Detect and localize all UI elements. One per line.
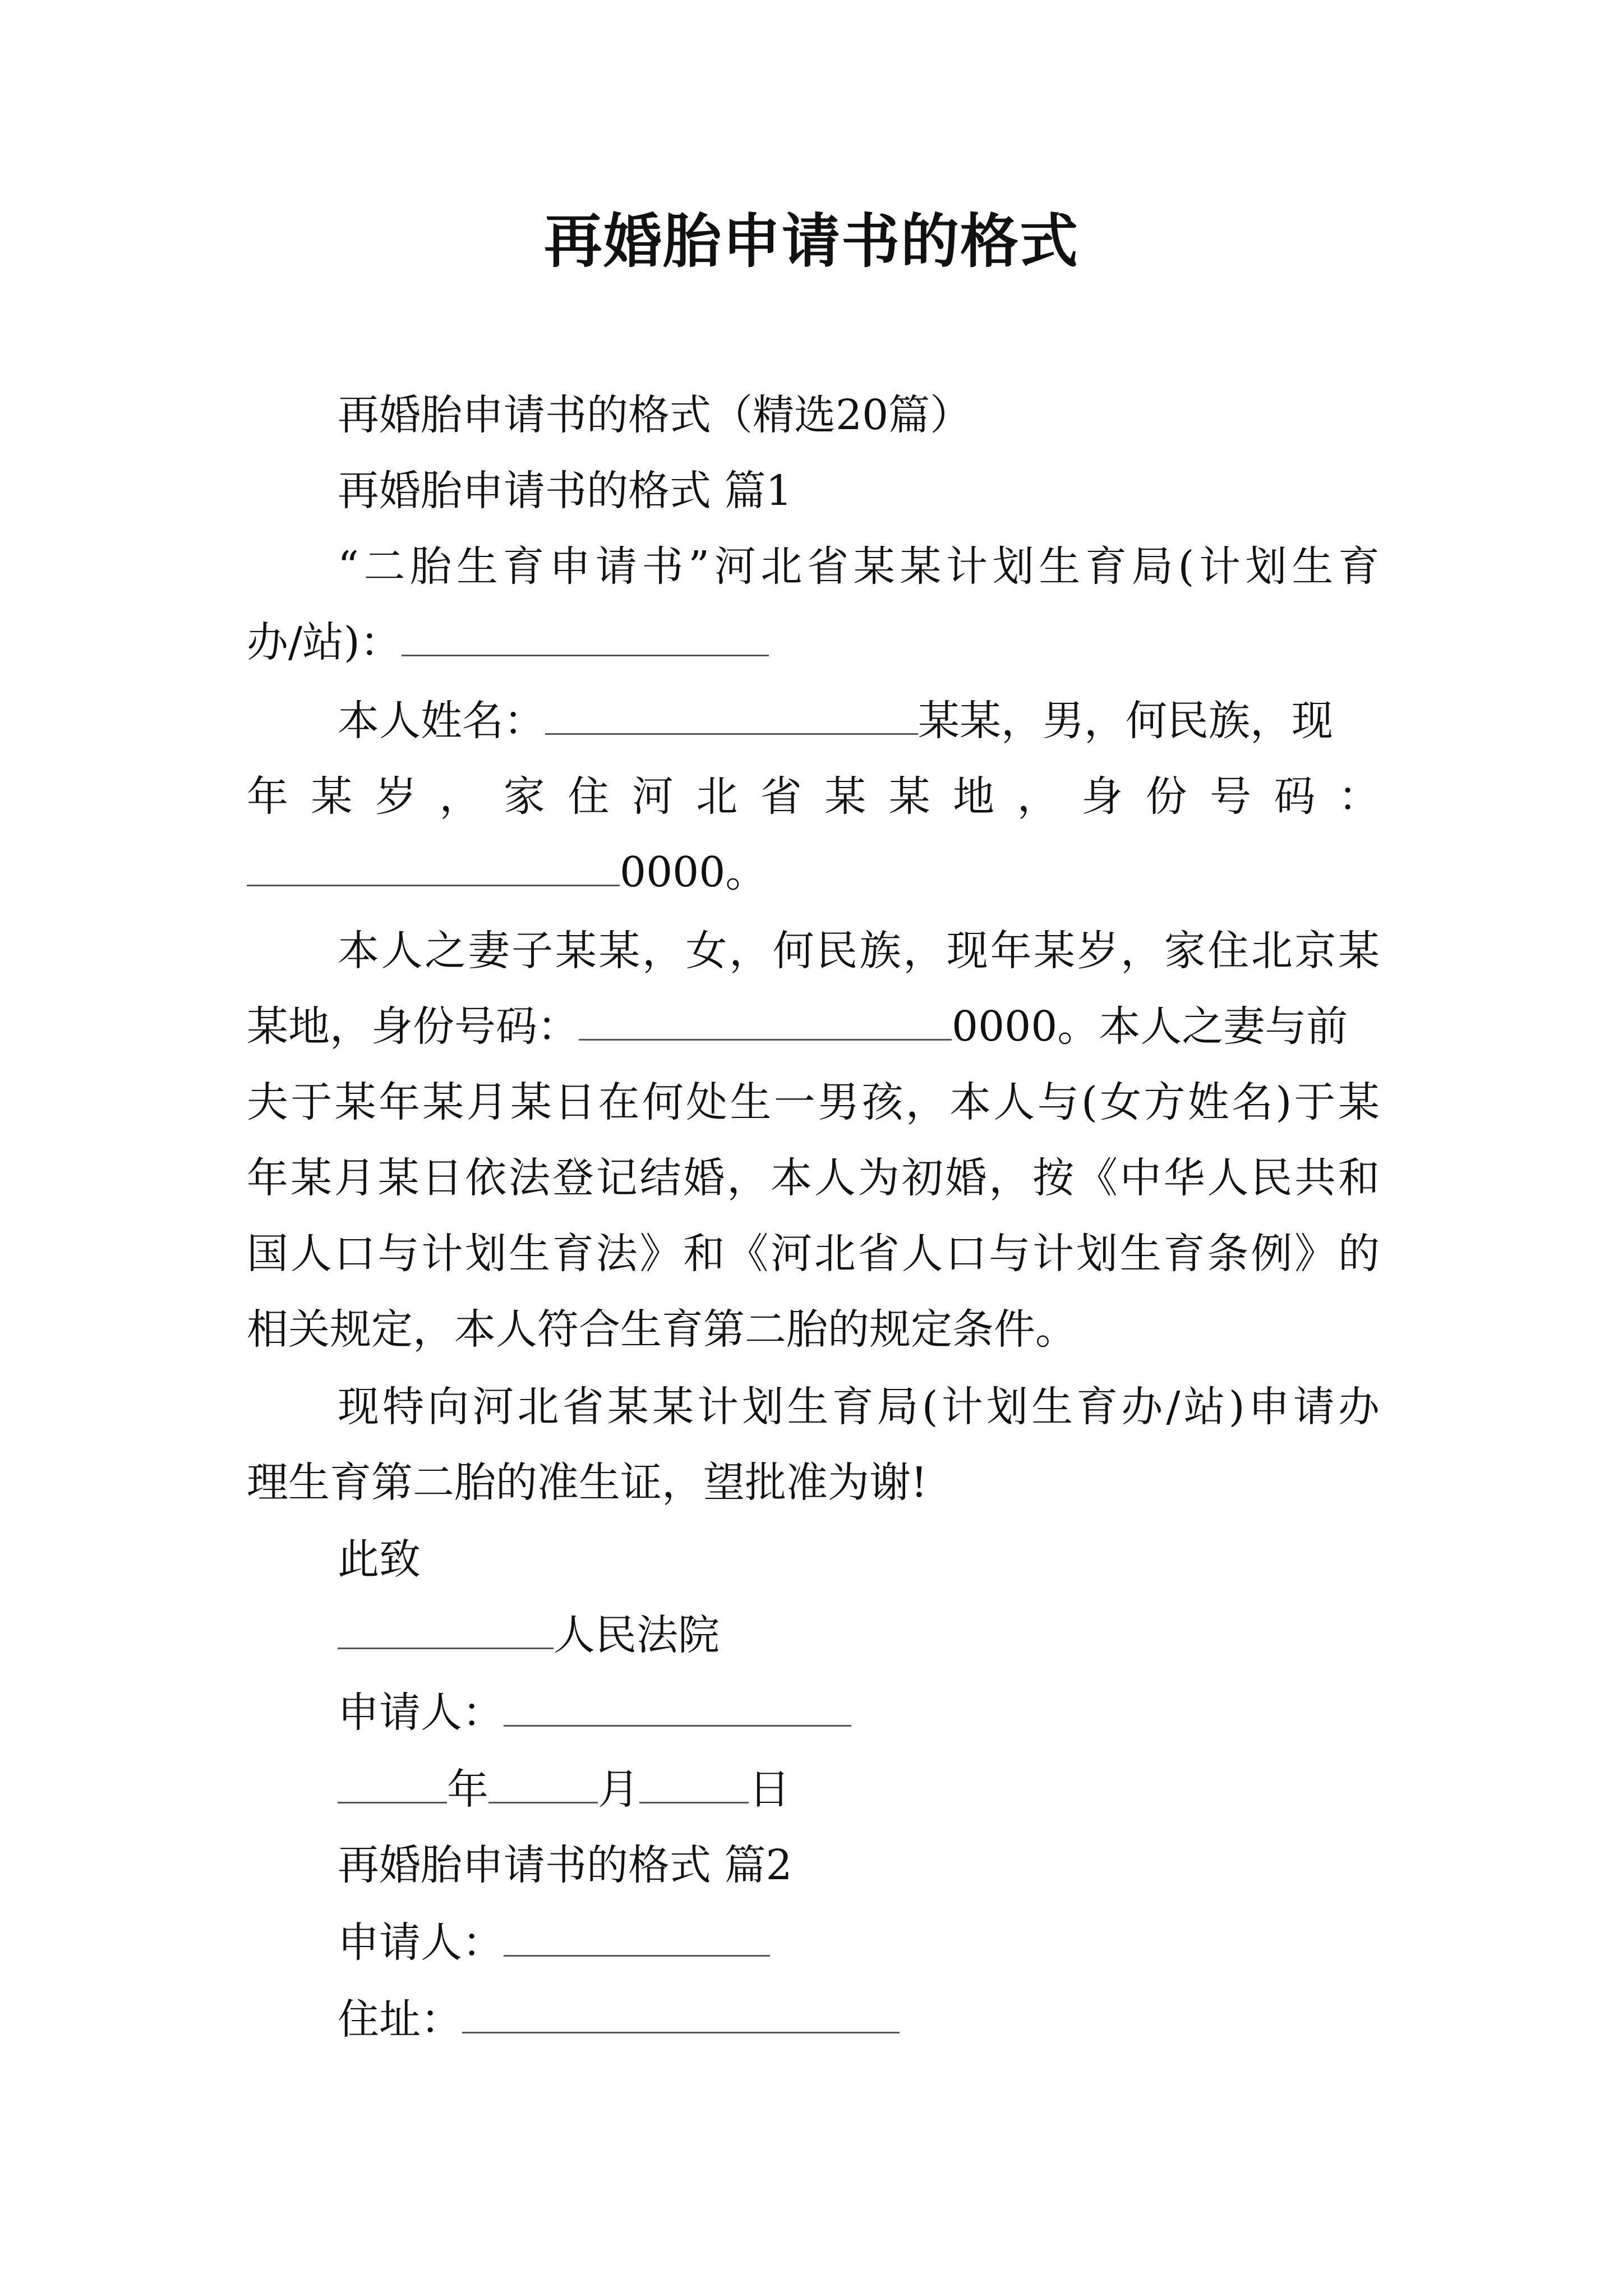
section-heading-2: 再婚胎申请书的格式 篇2: [338, 1841, 792, 1889]
name-label: 本人姓名：: [338, 697, 545, 745]
year-label: 年: [447, 1765, 488, 1814]
section-2-applicant-line: [338, 1915, 1380, 1971]
paragraph-3-line-3: 夫于某年某月某日在何处生一男孩，本人与(女方姓名)于某: [247, 1078, 1380, 1126]
paragraph-3-line-5: 国人口与计划生育法》和《河北省人口与计划生育条例》的: [247, 1230, 1380, 1278]
applicant-blank[interactable]: [504, 1689, 851, 1727]
section-2-address-label: 住址：: [338, 1995, 462, 2044]
paragraph-2-line-1: [338, 693, 1380, 749]
day-blank[interactable]: [639, 1766, 749, 1803]
month-label: 月: [598, 1765, 639, 1814]
paragraph-1-line-2: [247, 614, 1380, 670]
document-title: 再婚胎申请书的格式: [543, 206, 1079, 275]
paragraph-4-line-2: 理生育第二胎的准生证，望批准为谢!: [247, 1458, 928, 1507]
closing: 此致: [338, 1535, 421, 1584]
paragraph-1-line-1: “二胎生育申请书”河北省某某计划生育局(计划生育: [338, 542, 1380, 591]
paragraph-3-line-4: 年某月某日依法登记结婚，本人为初婚，按《中华人民共和: [247, 1154, 1380, 1202]
paragraph-3-line-2: [247, 999, 1380, 1055]
section-2-applicant-blank[interactable]: [504, 1919, 770, 1957]
year-blank[interactable]: [338, 1766, 447, 1803]
court-line: [338, 1607, 1380, 1663]
name-blank[interactable]: [545, 697, 918, 735]
paragraph-4-line-1: 现特向河北省某某计划生育局(计划生育办/站)申请办: [338, 1383, 1380, 1431]
paragraph-2-line-2: 年某岁，家住河北省某某地，身份号码：: [247, 772, 1380, 821]
addressee-label: 办/站)：: [247, 618, 402, 666]
section-2-address-blank[interactable]: [462, 1996, 900, 2033]
court-suffix: 人民法院: [554, 1611, 720, 1659]
date-line: [338, 1761, 1380, 1818]
section-heading-1: 再婚胎申请书的格式 篇1: [338, 467, 792, 515]
wife-id-suffix: 0000。本人之妻与前: [952, 1002, 1348, 1051]
name-suffix: 某某，男，何民族，现: [918, 697, 1333, 745]
applicant-label: 申请人：: [338, 1688, 504, 1737]
month-blank[interactable]: [488, 1766, 598, 1803]
wife-id-blank[interactable]: [579, 1003, 952, 1041]
day-label: 日: [749, 1765, 790, 1814]
id-number-suffix: 0000。: [620, 848, 767, 896]
paragraph-2-line-3: [247, 844, 1380, 900]
subtitle: 再婚胎申请书的格式（精选20篇）: [338, 391, 972, 439]
section-2-address-line: [338, 1991, 1380, 2047]
applicant-line: [338, 1685, 1380, 1741]
paragraph-3-line-6: 相关规定，本人符合生育第二胎的规定条件。: [247, 1305, 1077, 1354]
id-number-blank[interactable]: [247, 849, 620, 886]
section-2-applicant-label: 申请人：: [338, 1918, 504, 1967]
wife-id-label: 某地，身份号码：: [247, 1002, 579, 1051]
court-blank[interactable]: [338, 1612, 554, 1649]
addressee-blank[interactable]: [402, 619, 769, 656]
paragraph-3-line-1: 本人之妻子某某，女，何民族，现年某岁，家住北京某: [338, 927, 1380, 975]
